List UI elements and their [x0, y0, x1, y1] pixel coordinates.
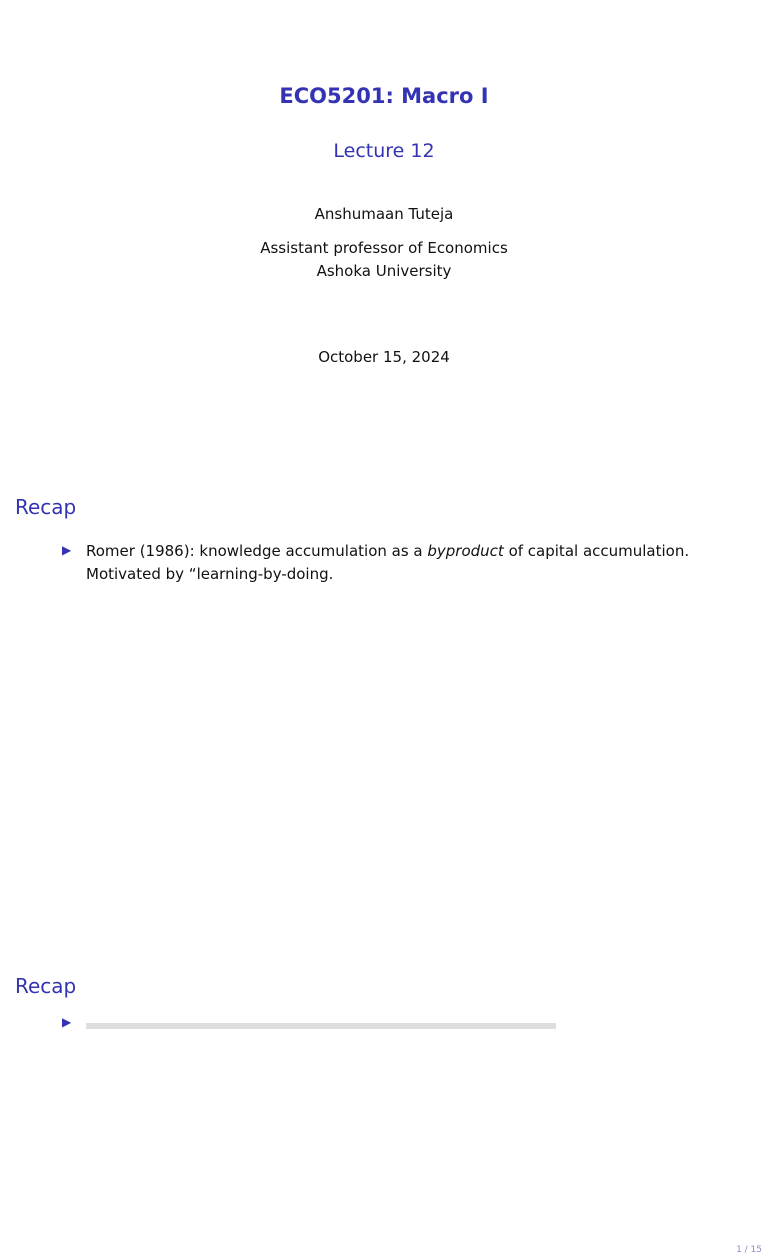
institute-role: Assistant professor of Economics: [260, 239, 508, 257]
bullet-text-before: Romer (1986): knowledge accumulation as a: [86, 542, 428, 560]
presentation-subtitle: Lecture 12: [333, 140, 435, 162]
recap-slide: [0, 480, 768, 1255]
triangle-right-icon: ▶: [62, 543, 72, 557]
institute-name: Ashoka University: [316, 262, 452, 280]
page-number: 1 / 15: [736, 1245, 762, 1255]
frame-title: Recap: [15, 495, 77, 519]
bullet-text-emphasis: byproduct: [427, 542, 504, 560]
bullet-text-line2: Motivated by “learning-by-doing.: [86, 565, 334, 583]
bullet-text-line1: [86, 540, 722, 563]
clipped-bullet-line: [62, 1015, 742, 1029]
bullet-text-after: of capital accumulation.: [503, 542, 690, 560]
triangle-right-icon: ▶: [62, 1015, 72, 1029]
title-slide: [0, 0, 768, 480]
presentation-date: October 15, 2024: [318, 348, 450, 366]
presentation-title: ECO5201: Macro I: [279, 84, 489, 108]
author-name: Anshumaan Tuteja: [314, 205, 454, 223]
recap-slide-2: [0, 960, 768, 1029]
frame-title-2: Recap: [15, 974, 77, 998]
